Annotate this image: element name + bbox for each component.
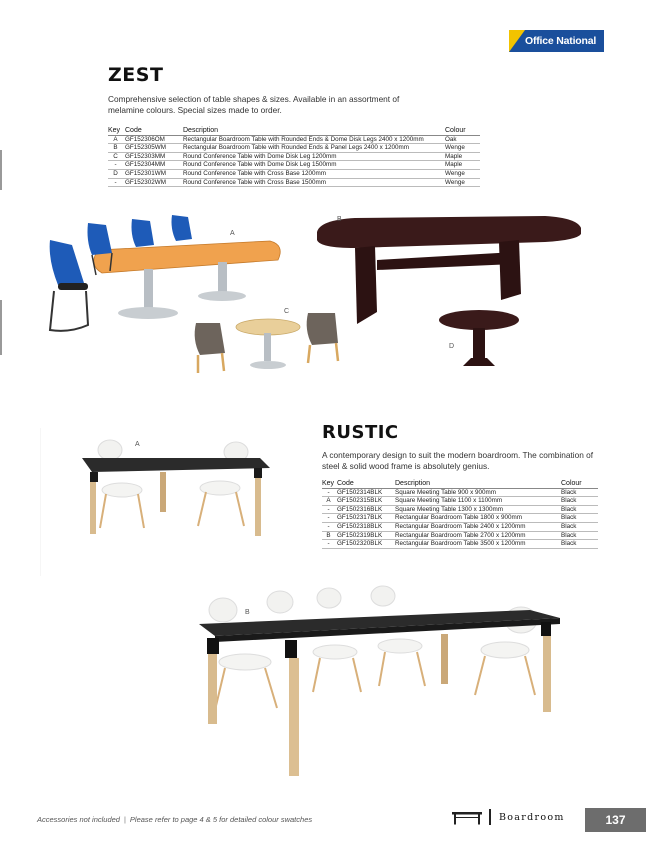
cell-code: GF1502318BLK	[337, 522, 395, 531]
cell-key: C	[108, 152, 125, 161]
header-key: Key	[322, 480, 337, 488]
cell-colour: Wenge	[445, 178, 480, 187]
photo-label-rustic-b: B	[245, 609, 250, 616]
cell-description: Rectangular Boardroom Table with Rounded Ends & Panel Legs 2400 x 1200mm	[183, 144, 445, 153]
section-name: Boardroom	[499, 812, 565, 823]
logo-flag-icon	[509, 30, 525, 52]
cell-description: Square Meeting Table 900 x 900mm	[395, 488, 561, 497]
page-number: 137	[585, 808, 646, 832]
cell-code: GF1502319BLK	[337, 531, 395, 540]
cell-description: Round Conference Table with Dome Disk Leg 1500mm	[183, 161, 445, 170]
cell-code: GF152302WM	[125, 178, 183, 187]
table-row	[108, 169, 480, 178]
rustic-photo-a	[40, 428, 310, 576]
cell-colour: Black	[561, 531, 598, 540]
zest-description: Comprehensive selection of table shapes & sizes. Available in an assortment of melamine colours. Special sizes made to order.	[108, 94, 400, 115]
rustic-photo-b	[185, 580, 590, 790]
table-row	[322, 514, 598, 523]
cell-key: -	[108, 161, 125, 170]
rustic-title: RUSTIC	[322, 422, 399, 443]
cell-colour: Wenge	[445, 169, 480, 178]
cell-colour: Black	[561, 488, 598, 497]
rustic-description: A contemporary design to suit the modern boardroom. The combination of steel & solid wood frame is absolutely genius.	[322, 450, 594, 471]
rustic-spec-table	[322, 480, 598, 549]
table-row	[322, 540, 598, 549]
cell-key: -	[322, 514, 337, 523]
photo-label-a: A	[230, 230, 235, 237]
cell-colour: Black	[561, 505, 598, 514]
cell-code: GF152305WM	[125, 144, 183, 153]
cell-code: GF1502316BLK	[337, 505, 395, 514]
footer-divider	[489, 809, 491, 825]
table-row	[322, 497, 598, 506]
zest-table-d	[439, 310, 519, 366]
zest-title: ZEST	[108, 64, 164, 86]
cell-colour: Maple	[445, 152, 480, 161]
cell-code: GF152301WM	[125, 169, 183, 178]
cell-description: Square Meeting Table 1300 x 1300mm	[395, 505, 561, 514]
cell-key: B	[322, 531, 337, 540]
footer-separator: |	[123, 815, 126, 824]
zest-photo-a-c	[40, 205, 360, 380]
cell-code: GF1502317BLK	[337, 514, 395, 523]
cell-colour: Black	[561, 540, 598, 549]
table-header-row	[108, 127, 480, 135]
cell-description: Rectangular Boardroom Table 2400 x 1200mm	[395, 522, 561, 531]
cell-key: B	[108, 144, 125, 153]
table-row	[322, 531, 598, 540]
cell-key: D	[108, 169, 125, 178]
photo-label-c: C	[284, 308, 290, 315]
cell-code: GF1502314BLK	[337, 488, 395, 497]
table-row	[322, 505, 598, 514]
cell-description: Round Conference Table with Dome Disk Leg 1200mm	[183, 152, 445, 161]
table-row	[322, 522, 598, 531]
cell-description: Round Conference Table with Cross Base 1500mm	[183, 178, 445, 187]
boardroom-table-icon	[452, 811, 482, 830]
header-code: Code	[337, 480, 395, 488]
margin-mark	[0, 150, 2, 190]
office-national-logo	[509, 30, 604, 52]
header-colour: Colour	[561, 480, 598, 488]
cell-code: GF1502315BLK	[337, 497, 395, 506]
cell-key: A	[322, 497, 337, 506]
cell-code: GF152306OM	[125, 135, 183, 144]
header-key: Key	[108, 127, 125, 135]
cell-colour: Black	[561, 514, 598, 523]
table-row	[322, 488, 598, 497]
cell-key: -	[322, 522, 337, 531]
header-code: Code	[125, 127, 183, 135]
cell-description: Rectangular Boardroom Table 1800 x 900mm	[395, 514, 561, 523]
table-row	[108, 152, 480, 161]
margin-mark	[0, 300, 2, 355]
cell-key: -	[322, 505, 337, 514]
table-row	[108, 161, 480, 170]
table-row	[108, 178, 480, 187]
cell-code: GF152303MM	[125, 152, 183, 161]
cell-colour: Black	[561, 522, 598, 531]
cell-code: GF152304MM	[125, 161, 183, 170]
rustic-chairs-b	[209, 586, 537, 710]
header-description: Description	[395, 480, 561, 488]
cell-key: A	[108, 135, 125, 144]
cell-description: Rectangular Boardroom Table 3500 x 1200mm	[395, 540, 561, 549]
rustic-table-b	[199, 610, 560, 776]
cell-description: Rectangular Boardroom Table with Rounded Ends & Dome Disk Legs 2400 x 1200mm	[183, 135, 445, 144]
table-row	[108, 135, 480, 144]
photo-label-rustic-a: A	[135, 441, 140, 448]
cell-colour: Black	[561, 497, 598, 506]
table-row	[108, 144, 480, 153]
header-colour: Colour	[445, 127, 480, 135]
cell-colour: Maple	[445, 161, 480, 170]
zest-spec-table	[108, 127, 480, 187]
cell-description: Square Meeting Table 1100 x 1100mm	[395, 497, 561, 506]
logo-text: Office National	[525, 35, 597, 47]
zest-photo-b-d	[315, 212, 585, 377]
cell-key: -	[322, 488, 337, 497]
photo-label-d: D	[449, 343, 455, 350]
cell-key: -	[108, 178, 125, 187]
cell-key: -	[322, 540, 337, 549]
cell-description: Round Conference Table with Cross Base 1200mm	[183, 169, 445, 178]
header-description: Description	[183, 127, 445, 135]
zest-table-b	[317, 216, 581, 324]
table-header-row	[322, 480, 598, 488]
photo-label-b: B	[337, 216, 342, 223]
footer-swatch-note: Please refer to page 4 & 5 for detailed colour swatches	[129, 815, 313, 824]
cell-colour: Oak	[445, 135, 480, 144]
footer-note	[37, 815, 312, 824]
zest-table-a	[94, 241, 280, 319]
footer-accessories-note: Accessories not included	[37, 815, 120, 824]
cell-description: Rectangular Boardroom Table 2700 x 1200mm	[395, 531, 561, 540]
cell-code: GF1502320BLK	[337, 540, 395, 549]
cell-colour: Wenge	[445, 144, 480, 153]
